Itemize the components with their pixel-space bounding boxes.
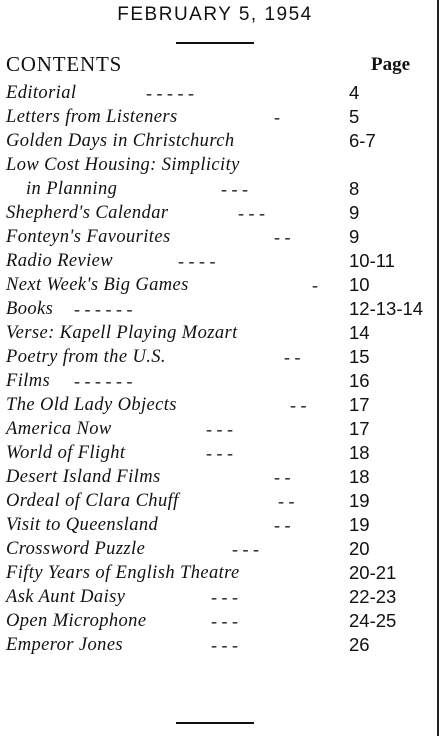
toc-leader: - - - xyxy=(238,203,265,223)
toc-entry-page: 20-21 xyxy=(349,562,397,583)
toc-leader: - - - xyxy=(206,419,233,439)
toc-entry-title: Poetry from the U.S. xyxy=(6,347,166,367)
toc-leader: - - xyxy=(278,491,295,511)
top-divider xyxy=(176,42,254,44)
toc-entry[interactable] xyxy=(6,273,426,297)
contents-heading: CONTENTS xyxy=(6,52,123,76)
toc-entry[interactable] xyxy=(6,81,426,105)
page-column-heading: Page xyxy=(371,54,411,75)
toc-entry-page: 10 xyxy=(349,274,370,295)
toc-entry-title-line1: Low Cost Housing: Simplicity xyxy=(6,155,240,175)
toc-leader: - - xyxy=(274,227,291,247)
toc-entry[interactable] xyxy=(6,369,426,393)
toc-entry[interactable] xyxy=(6,537,426,561)
toc-entry[interactable] xyxy=(6,129,426,153)
toc-entry-page: 15 xyxy=(349,346,370,367)
toc-entry-title: Fifty Years of English Theatre xyxy=(6,563,240,583)
toc-entry-title: Fonteyn's Favourites xyxy=(6,227,171,247)
toc-entry-page: 9 xyxy=(349,202,360,223)
toc-leader: - - xyxy=(274,515,291,535)
toc-leader: - - - xyxy=(211,635,238,655)
toc-entry[interactable] xyxy=(6,561,426,585)
toc-leader: - - - xyxy=(211,611,238,631)
toc-entry-title: Radio Review xyxy=(6,251,114,271)
toc-entry-page: 10-11 xyxy=(349,250,395,271)
toc-entry[interactable] xyxy=(6,321,426,345)
toc-entry[interactable] xyxy=(6,489,426,513)
toc-entry-page: 8 xyxy=(349,178,360,199)
toc-leader: - - xyxy=(284,347,301,367)
toc-entry-title: Visit to Queensland xyxy=(6,515,159,535)
toc-leader: - - - - - - xyxy=(74,299,133,319)
toc-entry[interactable] xyxy=(6,513,426,537)
toc-entry-title: The Old Lady Objects xyxy=(6,395,177,415)
toc-entry[interactable] xyxy=(6,225,426,249)
toc-entry[interactable] xyxy=(6,633,426,657)
toc-leader: - xyxy=(274,107,280,127)
toc-entry-title: Open Microphone xyxy=(6,611,147,631)
toc-entry[interactable] xyxy=(6,393,426,417)
toc-entry[interactable] xyxy=(6,105,426,129)
toc-entry-page: 14 xyxy=(349,322,370,343)
toc-entry[interactable] xyxy=(6,441,426,465)
toc-leader: - - - - - xyxy=(146,83,194,103)
toc-entry-title: Golden Days in Christchurch xyxy=(6,131,235,151)
toc-entry-title: America Now xyxy=(6,419,112,439)
toc-entry-title-line2: in Planning xyxy=(26,179,118,199)
toc-entry[interactable] xyxy=(6,465,426,489)
toc-entry-title: Emperor Jones xyxy=(6,635,124,655)
toc-entry-page: 12-13-14 xyxy=(349,298,424,319)
toc-entry-page: 5 xyxy=(349,106,360,127)
toc-entry[interactable] xyxy=(6,609,426,633)
issue-date: FEBRUARY 5, 1954 xyxy=(117,4,313,25)
toc-entry-page: 19 xyxy=(349,490,370,511)
toc-entry-page: 18 xyxy=(349,442,370,463)
toc-entry[interactable] xyxy=(6,297,426,321)
toc-leader: - - - - - - xyxy=(74,371,133,391)
toc-entry[interactable] xyxy=(6,201,426,225)
toc-entry-page: 26 xyxy=(349,634,370,655)
toc-entry-title: Crossword Puzzle xyxy=(6,539,146,559)
toc-entry-page: 4 xyxy=(349,82,360,103)
toc-entry-page: 17 xyxy=(349,418,370,439)
toc-leader: - - - xyxy=(206,443,233,463)
toc-entry[interactable] xyxy=(6,417,426,441)
table-of-contents xyxy=(6,81,426,657)
toc-entry-title: Verse: Kapell Playing Mozart xyxy=(6,323,238,343)
toc-entry-title: Desert Island Films xyxy=(6,467,161,487)
toc-entry[interactable] xyxy=(6,153,426,201)
toc-entry[interactable] xyxy=(6,345,426,369)
toc-entry-page: 18 xyxy=(349,466,370,487)
toc-entry-page: 24-25 xyxy=(349,610,397,631)
toc-entry-title: Books xyxy=(6,299,54,319)
toc-entry-title: Shepherd's Calendar xyxy=(6,203,169,223)
toc-entry-title: Next Week's Big Games xyxy=(6,275,189,295)
toc-entry-title: Films xyxy=(6,371,51,391)
toc-leader: - - - xyxy=(232,539,259,559)
toc-entry-page: 9 xyxy=(349,226,360,247)
toc-entry-title: Ordeal of Clara Chuff xyxy=(6,491,179,511)
toc-leader: - - - xyxy=(211,587,238,607)
toc-leader: - - xyxy=(274,467,291,487)
toc-entry[interactable] xyxy=(6,585,426,609)
toc-entry-page: 20 xyxy=(349,538,370,559)
column-rule xyxy=(437,0,439,736)
toc-entry-title: Letters from Listeners xyxy=(6,107,178,127)
toc-entry-page: 16 xyxy=(349,370,370,391)
toc-entry-title: Ask Aunt Daisy xyxy=(6,587,126,607)
toc-entry-page: 6-7 xyxy=(349,130,376,151)
toc-entry-title: World of Flight xyxy=(6,443,126,463)
toc-entry-title: Editorial xyxy=(6,83,77,103)
toc-entry-page: 22-23 xyxy=(349,586,397,607)
toc-entry-page: 17 xyxy=(349,394,370,415)
toc-leader: - - xyxy=(290,395,307,415)
toc-entry[interactable] xyxy=(6,249,426,273)
toc-leader: - - - - xyxy=(178,251,216,271)
toc-entry-page: 19 xyxy=(349,514,370,535)
toc-leader: - xyxy=(312,275,318,295)
bottom-divider xyxy=(176,722,254,724)
toc-entry-title xyxy=(6,153,240,201)
toc-leader: - - - xyxy=(221,179,248,199)
